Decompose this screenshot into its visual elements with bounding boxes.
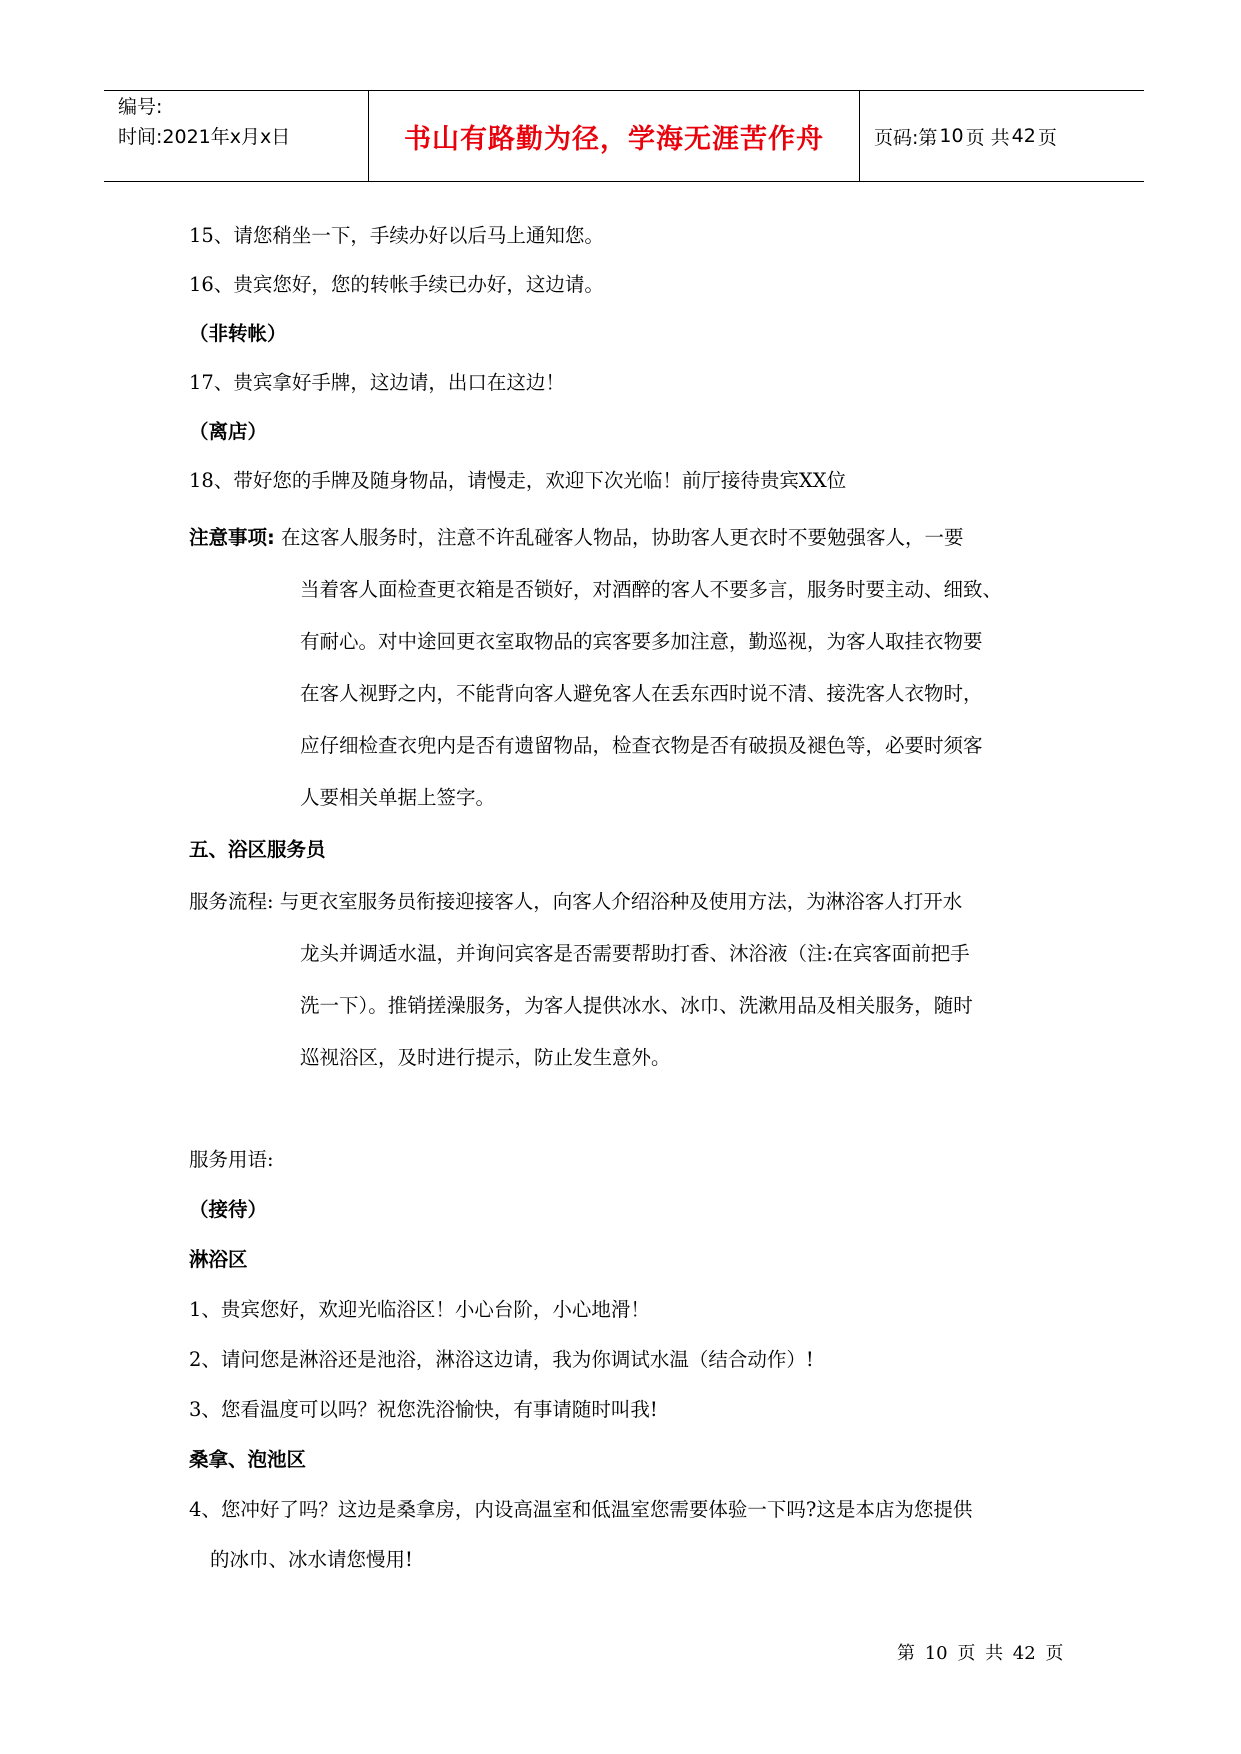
page-footer: 第 10 页 共 42 页 xyxy=(897,1643,1064,1664)
header-motto: 书山有路勤为径，学海无涯苦作舟 xyxy=(404,123,824,155)
header-meta xyxy=(104,91,369,181)
flow-text-1: 与更衣室服务员衔接迎接客人，向客人介绍浴种及使用方法，为淋浴客人打开水 xyxy=(279,890,963,913)
heading-shower-area: 淋浴区 xyxy=(189,1248,248,1271)
page-current: 10 xyxy=(939,125,964,147)
script-line-1: 1、贵宾您好，欢迎光临浴区！小心台阶，小心地滑！ xyxy=(189,1298,650,1321)
flow-text-4: 巡视浴区，及时进行提示，防止发生意外。 xyxy=(300,1046,671,1069)
line-16: 16、贵宾您好，您的转帐手续已办好，这边请。 xyxy=(189,273,604,296)
flow-label: 服务流程: xyxy=(189,890,274,913)
doc-number-label: 编号: xyxy=(118,96,163,118)
line-15: 15、请您稍坐一下，手续办好以后马上通知您。 xyxy=(189,224,604,247)
notice-text-4: 在客人视野之内，不能背向客人避免客人在丢东西时说不清、接洗客人衣物时， xyxy=(300,682,983,705)
heading-reception: （接待） xyxy=(189,1198,268,1221)
page-label: 页码:第 xyxy=(874,126,938,149)
header-page-info xyxy=(860,91,1144,181)
heading-sauna-area: 桑拿、泡池区 xyxy=(189,1448,307,1471)
flow-first-line xyxy=(189,888,962,916)
flow-text-3: 洗一下）。推销搓澡服务，为客人提供冰水、冰巾、洗漱用品及相关服务，随时 xyxy=(300,994,973,1017)
header-motto-cell xyxy=(369,91,860,181)
flow-text-2: 龙头并调适水温，并询问宾客是否需要帮助打香、沐浴液（注:在宾客面前把手 xyxy=(300,942,970,965)
notice-label: 注意事项: xyxy=(189,526,275,549)
heading-leaving: （离店） xyxy=(189,420,268,443)
script-line-2: 2、请问您是淋浴还是池浴，淋浴这边请，我为你调试水温（结合动作）! xyxy=(189,1348,814,1371)
page-mid: 页 共 xyxy=(965,126,1010,149)
heading-nontransfer: （非转帐） xyxy=(189,322,287,345)
script-line-3: 3、您看温度可以吗？祝您洗浴愉快，有事请随时叫我! xyxy=(189,1398,658,1421)
notice-first-line xyxy=(189,524,964,552)
terms-label: 服务用语: xyxy=(189,1148,274,1171)
page-end: 页 xyxy=(1037,126,1057,149)
script-line-4a: 4、您冲好了吗？这边是桑拿房，内设高温室和低温室您需要体验一下吗?这是本店为您提供 xyxy=(189,1498,973,1521)
section-5-title: 五、浴区服务员 xyxy=(189,838,326,861)
script-line-4b: 的冰巾、冰水请您慢用! xyxy=(210,1548,413,1571)
notice-text-3: 有耐心。对中途回更衣室取物品的宾客要多加注意，勤巡视，为客人取挂衣物要 xyxy=(300,630,983,653)
page-total: 42 xyxy=(1011,125,1036,147)
notice-text-5: 应仔细检查衣兜内是否有遗留物品，检查衣物是否有破损及褪色等，必要时须客 xyxy=(300,734,983,757)
notice-text-6: 人要相关单据上签字。 xyxy=(300,786,496,809)
notice-text-2: 当着客人面检查更衣箱是否锁好，对酒醉的客人不要多言，服务时要主动、细致、 xyxy=(300,578,1003,601)
doc-time-label: 时间:2021年x月x日 xyxy=(118,126,291,148)
line-17: 17、贵宾拿好手牌，这边请，出口在这边！ xyxy=(189,371,565,394)
document-header xyxy=(104,90,1144,182)
line-18: 18、带好您的手牌及随身物品，请慢走，欢迎下次光临！前厅接待贵宾XX位 xyxy=(189,469,847,492)
notice-text-1: 在这客人服务时，注意不许乱碰客人物品，协助客人更衣时不要勉强客人，一要 xyxy=(281,526,964,549)
